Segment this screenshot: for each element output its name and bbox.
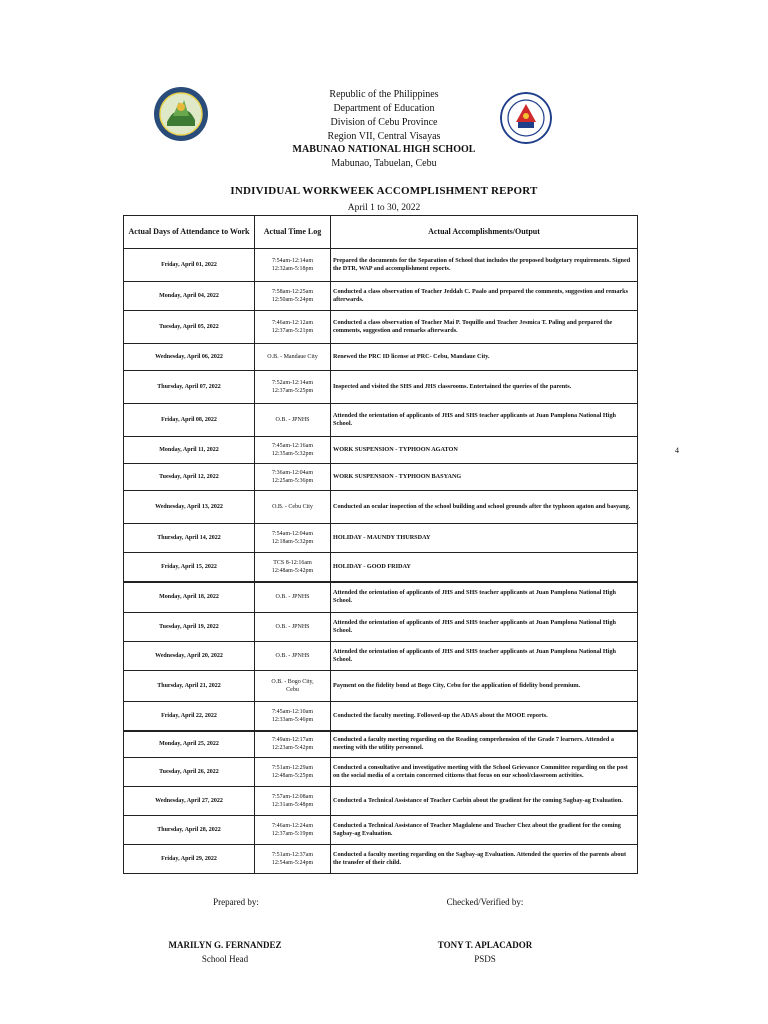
checked-by-label: Checked/Verified by: (446, 897, 524, 907)
accomplishment-text: Conducted a class observation of Teacher Mai P. Toquillo and Teacher Jesmica T. Paling and prepared the comments, suggestion and remarks afterwards. (331, 311, 638, 344)
time-log (255, 344, 331, 371)
attendance-date: Wednesday, April 20, 2022 (124, 642, 255, 671)
attendance-date: Tuesday, April 12, 2022 (124, 464, 255, 491)
table-row (124, 816, 638, 845)
table-row (124, 642, 638, 671)
accomplishment-text: Conducted an ocular inspection of the school building and school grounds after the typhoon agaton and basyang. (331, 491, 638, 524)
attendance-date: Thursday, April 28, 2022 (124, 816, 255, 845)
time-log-line-1: 7:57am-12:08am (272, 794, 313, 800)
table-row (124, 371, 638, 404)
table-row (124, 553, 638, 582)
accomplishment-text: Conducted a faculty meeting regarding on the Reading comprehension of the Grade 7 learners. Attended a meeting with the utility personnel. (331, 731, 638, 758)
table-row (124, 249, 638, 282)
accomplishment-text: HOLIDAY - GOOD FRIDAY (331, 553, 638, 582)
attendance-date: Wednesday, April 06, 2022 (124, 344, 255, 371)
table-row (124, 787, 638, 816)
attendance-date: Tuesday, April 26, 2022 (124, 758, 255, 787)
time-log (255, 249, 331, 282)
attendance-date: Thursday, April 14, 2022 (124, 524, 255, 553)
time-log (255, 758, 331, 787)
time-log-line-1: O.B. - Bogo City, (271, 679, 314, 685)
table-body (124, 249, 638, 874)
table-row (124, 582, 638, 613)
header-department: Department of Education (333, 103, 435, 114)
time-log-line-1: 7:45am-12:10am (272, 708, 313, 715)
accomplishment-text: WORK SUSPENSION - TYPHOON BASYANG (331, 464, 638, 491)
time-log-line-2: 12:25am-5:36pm (271, 478, 314, 484)
attendance-date: Friday, April 01, 2022 (124, 249, 255, 282)
time-log-line-2: 12:50am-5:24pm (271, 297, 314, 303)
header-days: Actual Days of Attendance to Work (124, 216, 255, 249)
time-log-line-2: 12:18am-5:32pm (271, 539, 314, 545)
time-log-line-1: O.B. - JPNHS (275, 594, 310, 601)
accomplishment-text: Conducted a consultative and investigative meeting with the School Grievance Committee regarding on the post on the social media of a certain concerned citizens that focus on our school/classroom activities. (331, 758, 638, 787)
header-address: Mabunao, Tabuelan, Cebu (331, 158, 437, 169)
time-log-line-1: 7:51am-12:29am (272, 765, 313, 771)
attendance-date: Friday, April 29, 2022 (124, 845, 255, 874)
attendance-date: Monday, April 04, 2022 (124, 282, 255, 311)
table-row (124, 702, 638, 731)
time-log (255, 642, 331, 671)
attendance-date: Friday, April 08, 2022 (124, 404, 255, 437)
time-log (255, 404, 331, 437)
time-log (255, 553, 331, 582)
time-log-line-1: 7:54am-12:14am (272, 258, 313, 264)
time-log (255, 491, 331, 524)
time-log (255, 787, 331, 816)
accomplishment-table (123, 215, 638, 874)
time-log-line-2: 12:32am-5:18pm (271, 266, 314, 272)
accomplishment-text: Prepared the documents for the Separation of School that includes the proposed budgetary requirements. Signed the DTR, WAP and accomplishment reports. (331, 249, 638, 282)
header-school-name (0, 143, 768, 157)
time-log-line-1: 7:36am-12:04am (272, 470, 313, 476)
checked-by-title: PSDS (474, 954, 496, 964)
time-log (255, 702, 331, 731)
attendance-date: Friday, April 15, 2022 (124, 553, 255, 582)
time-log-line-1: O.B. - Cebu City (272, 504, 313, 510)
attendance-date: Wednesday, April 27, 2022 (124, 787, 255, 816)
time-log (255, 524, 331, 553)
time-log (255, 311, 331, 344)
checked-by-name: TONY T. APLACADOR (437, 940, 533, 950)
school-name-text: MABUNAO NATIONAL HIGH SCHOOL (292, 144, 476, 155)
table-header-row (124, 216, 638, 249)
time-log-line-2: 12:48am-5:25pm (271, 773, 314, 779)
time-log-line-2: 12:35am-5:32pm (271, 451, 314, 457)
time-log-line-1: 7:46am-12:24am (272, 823, 313, 829)
time-log-line-2: 12:37am-5:21pm (271, 328, 314, 334)
time-log-line-1: 7:46am-12:12am (272, 320, 313, 326)
accomplishment-text: Renewed the PRC ID license at PRC- Cebu, Mandaue City. (331, 344, 638, 371)
time-log (255, 731, 331, 758)
header-time-log: Actual Time Log (255, 216, 331, 249)
time-log (255, 845, 331, 874)
time-log (255, 282, 331, 311)
time-log-line-1: O.B. - JPNHS (275, 653, 310, 659)
time-log-line-1: 7:54am-12:04am (272, 531, 313, 537)
table-row (124, 671, 638, 702)
attendance-date: Monday, April 11, 2022 (124, 437, 255, 464)
accomplishment-text: Conducted a Technical Assistance of Teacher Carbin about the gradient for the coming Sagbay-ag Evaluation. (331, 787, 638, 816)
accomplishment-text: Inspected and visited the SHS and JHS classrooms. Entertained the queries of the parents. (331, 371, 638, 404)
time-log-line-2: 12:33am-5:46pm (271, 716, 314, 723)
table-row (124, 731, 638, 758)
table-row (124, 344, 638, 371)
time-log-line-1: 7:52am-12:14am (272, 380, 313, 386)
time-log (255, 613, 331, 642)
time-log-line-2: 12:31am-5:48pm (271, 802, 314, 808)
time-log-line-2: 12:37am-5:25pm (271, 388, 314, 394)
time-log (255, 816, 331, 845)
time-log-line-2: 12:37am-5:19pm (271, 831, 314, 837)
attendance-date: Monday, April 25, 2022 (124, 731, 255, 758)
time-log (255, 437, 331, 464)
attendance-date: Thursday, April 07, 2022 (124, 371, 255, 404)
header-accomplishments: Actual Accomplishments/Output (331, 216, 638, 249)
time-log-line-1: 7:58am-12:25am (272, 289, 313, 295)
accomplishment-text: Conducted a faculty meeting regarding on the Sagbay-ag Evaluation. Attended the queries of the parents about the transfer of their child. (331, 845, 638, 874)
accomplishment-text: Attended the orientation of applicants of JHS and SHS teacher applicants at Juan Pamplona National High School. (331, 642, 638, 671)
header-region: Region VII, Central Visayas (327, 131, 441, 142)
time-log-line-1: 7:51am-12:37am (272, 852, 313, 858)
accomplishment-text: Conducted a Technical Assistance of Teacher Magdalene and Teacher Chez about the gradient for the coming Sagbay-ag Evaluation. (331, 816, 638, 845)
accomplishment-text: Conducted the faculty meeting. Followed-up the ADAS about the MOOE reports. (331, 702, 638, 731)
time-log (255, 582, 331, 613)
header-republic: Republic of the Philippines (329, 89, 439, 100)
table-row (124, 282, 638, 311)
table-row (124, 613, 638, 642)
table-row (124, 311, 638, 344)
accomplishment-text: Attended the orientation of applicants of JHS and SHS teacher applicants at Juan Pamplona National High School. (331, 582, 638, 613)
table-row (124, 437, 638, 464)
table-row (124, 404, 638, 437)
table-row (124, 758, 638, 787)
accomplishment-text: Conducted a class observation of Teacher Jeddah C. Paalo and prepared the comments, suggestion and remarks afterwards. (331, 282, 638, 311)
table-row (124, 464, 638, 491)
time-log (255, 464, 331, 491)
accomplishment-text: Attended the orientation of applicants of JHS and SHS teacher applicants at Juan Pamplona National High School. (331, 404, 638, 437)
time-log-line-1: O.B. - Mandaue City (267, 354, 318, 360)
accomplishment-text: HOLIDAY - MAUNDY THURSDAY (331, 524, 638, 553)
time-log (255, 371, 331, 404)
prepared-by-title: School Head (201, 954, 249, 964)
time-log-line-1: TCS 8-12:16am (273, 559, 312, 566)
attendance-date: Monday, April 18, 2022 (124, 582, 255, 613)
time-log-line-2: 12:48am-5:42pm (271, 567, 314, 574)
time-log-line-2: Cebu (286, 687, 299, 693)
accomplishment-text: WORK SUSPENSION - TYPHOON AGATON (331, 437, 638, 464)
attendance-date: Tuesday, April 05, 2022 (124, 311, 255, 344)
time-log-line-2: 12:54am-5:24pm (271, 860, 314, 866)
time-log-line-1: 7:45am-12:16am (272, 443, 313, 449)
attendance-date: Wednesday, April 13, 2022 (124, 491, 255, 524)
prepared-by-label: Prepared by: (213, 897, 259, 907)
time-log (255, 671, 331, 702)
header-division: Division of Cebu Province (330, 117, 438, 128)
table-row (124, 491, 638, 524)
side-page-number: 4 (675, 446, 679, 455)
time-log-line-1: O.B. - JPNHS (275, 417, 310, 423)
attendance-date: Thursday, April 21, 2022 (124, 671, 255, 702)
accomplishment-text: Attended the orientation of applicants of JHS and SHS teacher applicants at Juan Pamplona National High School. (331, 613, 638, 642)
table-row (124, 845, 638, 874)
prepared-by-name: MARILYN G. FERNANDEZ (168, 940, 282, 950)
attendance-date: Friday, April 22, 2022 (124, 702, 255, 731)
table-row (124, 524, 638, 553)
attendance-date: Tuesday, April 19, 2022 (124, 613, 255, 642)
accomplishment-text: Payment on the fidelity bond at Bogo City, Cebu for the application of fidelity bond premium. (331, 671, 638, 702)
time-log-line-1: O.B. - JPNHS (275, 624, 310, 630)
time-log-line-1: 7:49am-12:17am (272, 737, 313, 744)
report-period: April 1 to 30, 2022 (347, 203, 421, 213)
report-title: INDIVIDUAL WORKWEEK ACCOMPLISHMENT REPORT (230, 185, 538, 197)
time-log-line-2: 12:23am-5:42pm (271, 745, 314, 752)
